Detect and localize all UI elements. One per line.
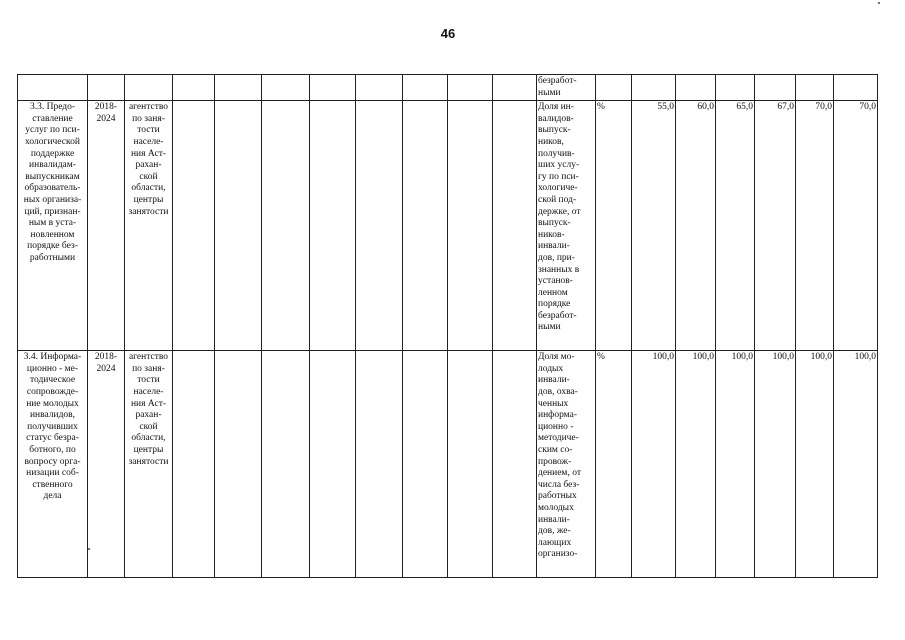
table-cell — [173, 101, 215, 351]
value-cell: 100,0 — [716, 351, 755, 578]
table-cell — [403, 75, 448, 101]
table-cell — [493, 101, 537, 351]
scan-speck — [88, 548, 90, 550]
value-cell: 60,0 — [676, 101, 716, 351]
period: 2018- 2024 — [94, 102, 118, 124]
table-row-continuation — [18, 75, 878, 101]
indicator-cell — [537, 75, 596, 101]
unit-cell: % — [596, 351, 632, 578]
table-cell — [796, 75, 834, 101]
executor: агентство по заня- тости населе- ния Аст- рахан- ской области, центры занятости — [128, 352, 169, 467]
table-cell — [125, 75, 173, 101]
table-cell — [262, 351, 310, 578]
table-cell — [356, 75, 403, 101]
table-cell — [310, 75, 356, 101]
value-cell: 55,0 — [632, 101, 676, 351]
unit-cell: % — [596, 101, 632, 351]
value-cell: 100,0 — [755, 351, 796, 578]
indicator-cell — [537, 351, 596, 578]
table-cell — [448, 75, 493, 101]
table-cell — [356, 351, 403, 578]
table-cell — [356, 101, 403, 351]
table-cell — [173, 351, 215, 578]
value-cell: 100,0 — [834, 351, 878, 578]
table-cell — [716, 75, 755, 101]
period: 2018- 2024 — [94, 352, 118, 374]
page-number: 46 — [440, 26, 456, 41]
value-cell: 100,0 — [676, 351, 716, 578]
table-cell — [262, 75, 310, 101]
table-cell — [632, 75, 676, 101]
value-cell: 65,0 — [716, 101, 755, 351]
indicator-text: безработ- ными — [538, 76, 577, 98]
indicator-text: Доля ин- валидов- выпуск- ников, получив- ших услу- гу по пси- хологиче- ской под- держке, от выпуск- ников- инвали- дов, при- знанных в установ- ленном порядке безработ- ными — [538, 102, 581, 333]
table-cell — [173, 75, 215, 101]
value-cell: 70,0 — [834, 101, 878, 351]
indicator-cell — [537, 101, 596, 351]
table-row-3-3 — [18, 101, 878, 351]
table-cell — [18, 75, 88, 101]
table-cell — [310, 101, 356, 351]
period-cell — [88, 351, 125, 578]
table-cell — [448, 101, 493, 351]
table-cell — [310, 351, 356, 578]
value-cell: 70,0 — [796, 101, 834, 351]
table-cell — [403, 351, 448, 578]
measure-name-cell — [18, 101, 88, 351]
table-cell — [262, 101, 310, 351]
measure-name: 3.3. Предо- ставление услуг по пси- хологической поддержке инвалидам- выпускникам образователь- ных организа- ций, признан- ным в уста- новленном порядке без- работными — [23, 102, 82, 263]
value-cell: 100,0 — [632, 351, 676, 578]
measures-table — [17, 74, 878, 578]
table-cell — [88, 75, 125, 101]
value-cell: 100,0 — [796, 351, 834, 578]
executor-cell — [125, 101, 173, 351]
table-cell — [215, 75, 262, 101]
table-cell — [596, 75, 632, 101]
table-cell — [215, 351, 262, 578]
table-cell — [834, 75, 878, 101]
executor: агентство по заня- тости населе- ния Аст- рахан- ской области, центры занятости — [128, 102, 169, 217]
table-cell — [215, 101, 262, 351]
table-cell — [676, 75, 716, 101]
table-cell — [493, 351, 537, 578]
executor-cell — [125, 351, 173, 578]
table-cell — [403, 101, 448, 351]
period-cell — [88, 101, 125, 351]
table-cell — [448, 351, 493, 578]
table-cell — [493, 75, 537, 101]
value-cell: 67,0 — [755, 101, 796, 351]
scan-speck — [878, 2, 880, 4]
measure-name: 3.4. Информа- ционно - ме- тодическое сопровожде- ние молодых инвалидов, получивших статус безра- ботного, по вопросу орга- низации соб- ственного дела — [23, 352, 82, 502]
indicator-text: Доля мо- лодых инвали- дов, охва- ченных информа- ционно - методиче- ским со- провож- дением, от числа без- работных молодых инвали- дов, же- лающих организо- — [538, 352, 581, 560]
table-cell — [755, 75, 796, 101]
table-row-3-4 — [18, 351, 878, 578]
measure-name-cell — [18, 351, 88, 578]
